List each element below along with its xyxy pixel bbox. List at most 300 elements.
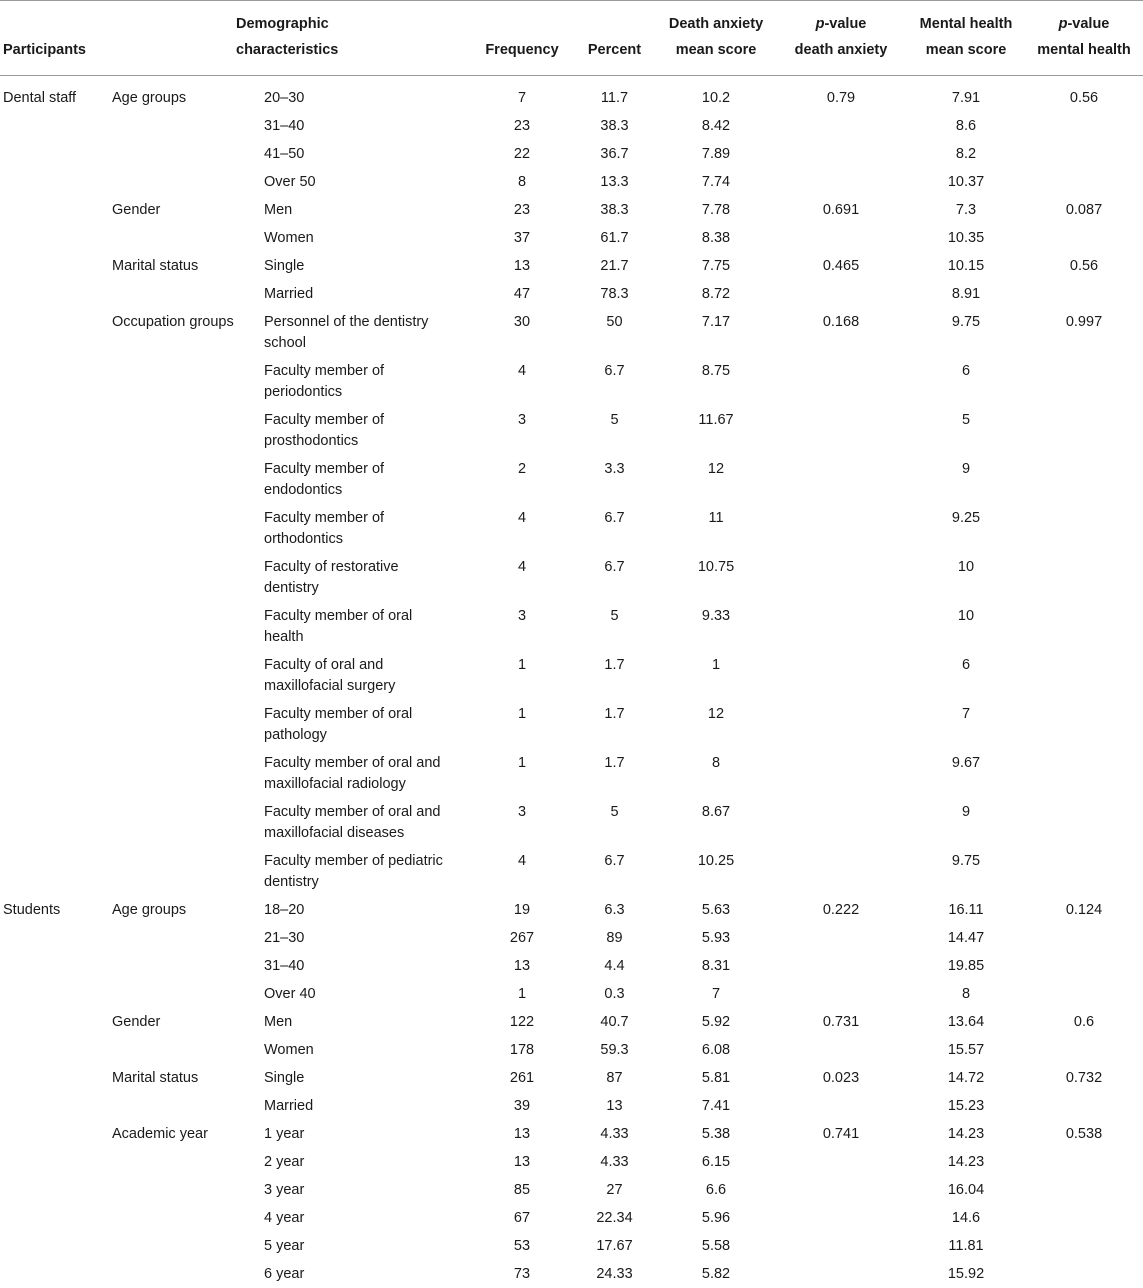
subgroup-cell: 31–40 (264, 112, 472, 140)
p-death-anxiety-cell (775, 1232, 907, 1260)
frequency-cell: 53 (472, 1232, 572, 1260)
p-death-anxiety-cell: 0.79 (775, 76, 907, 113)
p-death-anxiety-cell (775, 112, 907, 140)
percent-cell: 0.3 (572, 980, 657, 1008)
frequency-cell: 2 (472, 455, 572, 504)
frequency-cell: 4 (472, 847, 572, 896)
participants-cell (0, 924, 112, 952)
p-mental-health-cell (1025, 847, 1143, 896)
subgroup-cell: 20–30 (264, 76, 472, 113)
participants-cell (0, 1092, 112, 1120)
frequency-cell: 13 (472, 1148, 572, 1176)
death-anxiety-cell: 7.74 (657, 168, 775, 196)
p-death-anxiety-cell (775, 798, 907, 847)
participants-cell (0, 1120, 112, 1148)
participants-cell (0, 112, 112, 140)
p-mental-health-cell (1025, 504, 1143, 553)
p-death-anxiety-cell (775, 280, 907, 308)
death-anxiety-cell: 12 (657, 700, 775, 749)
mental-health-cell: 10.35 (907, 224, 1025, 252)
p-death-anxiety-cell (775, 224, 907, 252)
p-mental-health-cell (1025, 1232, 1143, 1260)
participants-cell (0, 1232, 112, 1260)
frequency-cell: 267 (472, 924, 572, 952)
p-mental-health-cell: 0.6 (1025, 1008, 1143, 1036)
mental-health-cell: 7.3 (907, 196, 1025, 224)
characteristic-cell: Gender (112, 1008, 264, 1036)
frequency-cell: 7 (472, 76, 572, 113)
participants-cell (0, 406, 112, 455)
characteristic-cell (112, 602, 264, 651)
characteristic-cell (112, 924, 264, 952)
subgroup-cell: 4 year (264, 1204, 472, 1232)
table-row (0, 1008, 1143, 1036)
mental-health-cell: 15.92 (907, 1260, 1025, 1288)
death-anxiety-cell: 8.72 (657, 280, 775, 308)
mental-health-cell: 19.85 (907, 952, 1025, 980)
subgroup-cell: 41–50 (264, 140, 472, 168)
frequency-cell: 178 (472, 1036, 572, 1064)
participants-cell: Students (0, 896, 112, 924)
characteristic-cell (112, 1176, 264, 1204)
characteristic-cell (112, 224, 264, 252)
mental-health-cell: 15.23 (907, 1092, 1025, 1120)
frequency-cell: 37 (472, 224, 572, 252)
subgroup-cell: Faculty member of periodontics (264, 357, 472, 406)
p-death-anxiety-cell: 0.465 (775, 252, 907, 280)
table-row (0, 1036, 1143, 1064)
header-p-mental-health: p-value mental health (1025, 1, 1143, 76)
p-death-anxiety-cell (775, 357, 907, 406)
percent-cell: 40.7 (572, 1008, 657, 1036)
p-death-anxiety-cell (775, 553, 907, 602)
p-mental-health-cell (1025, 168, 1143, 196)
table-row (0, 1120, 1143, 1148)
percent-cell: 17.67 (572, 1232, 657, 1260)
death-anxiety-cell: 5.38 (657, 1120, 775, 1148)
p-death-anxiety-cell (775, 1204, 907, 1232)
mental-health-cell: 8 (907, 980, 1025, 1008)
table-row (0, 602, 1143, 651)
percent-cell: 6.7 (572, 504, 657, 553)
mental-health-cell: 14.72 (907, 1064, 1025, 1092)
mental-health-cell: 16.11 (907, 896, 1025, 924)
table-row (0, 140, 1143, 168)
subgroup-cell: Women (264, 224, 472, 252)
mental-health-cell: 9.75 (907, 308, 1025, 357)
p-mental-health-cell: 0.087 (1025, 196, 1143, 224)
header-mental-health: Mental health mean score (907, 1, 1025, 76)
death-anxiety-cell: 8.75 (657, 357, 775, 406)
frequency-cell: 39 (472, 1092, 572, 1120)
table-row (0, 1204, 1143, 1232)
mental-health-cell: 7.91 (907, 76, 1025, 113)
frequency-cell: 47 (472, 280, 572, 308)
percent-cell: 6.7 (572, 847, 657, 896)
mental-health-cell: 10.15 (907, 252, 1025, 280)
death-anxiety-cell: 11 (657, 504, 775, 553)
death-anxiety-cell: 7.17 (657, 308, 775, 357)
p-mental-health-cell (1025, 749, 1143, 798)
table-row (0, 553, 1143, 602)
characteristic-cell: Marital status (112, 1064, 264, 1092)
table-row (0, 749, 1143, 798)
death-anxiety-cell: 6.6 (657, 1176, 775, 1204)
mental-health-cell: 8.2 (907, 140, 1025, 168)
p-death-anxiety-cell (775, 847, 907, 896)
death-anxiety-cell: 7 (657, 980, 775, 1008)
frequency-cell: 85 (472, 1176, 572, 1204)
mental-health-cell: 6 (907, 651, 1025, 700)
percent-cell: 5 (572, 798, 657, 847)
p-death-anxiety-cell: 0.023 (775, 1064, 907, 1092)
death-anxiety-cell: 6.15 (657, 1148, 775, 1176)
death-anxiety-cell: 5.58 (657, 1232, 775, 1260)
characteristic-cell (112, 140, 264, 168)
p-mental-health-cell: 0.124 (1025, 896, 1143, 924)
header-participants: Participants (0, 1, 112, 76)
percent-cell: 4.33 (572, 1148, 657, 1176)
death-anxiety-cell: 5.92 (657, 1008, 775, 1036)
characteristic-cell (112, 168, 264, 196)
percent-cell: 4.4 (572, 952, 657, 980)
participants-cell (0, 1036, 112, 1064)
death-anxiety-cell: 7.41 (657, 1092, 775, 1120)
subgroup-cell: Faculty member of orthodontics (264, 504, 472, 553)
participants-cell (0, 952, 112, 980)
characteristic-cell (112, 1204, 264, 1232)
death-anxiety-cell: 5.93 (657, 924, 775, 952)
participants-cell (0, 196, 112, 224)
mental-health-cell: 15.57 (907, 1036, 1025, 1064)
subgroup-cell: 31–40 (264, 952, 472, 980)
percent-cell: 36.7 (572, 140, 657, 168)
p-death-anxiety-cell (775, 1260, 907, 1288)
percent-cell: 78.3 (572, 280, 657, 308)
characteristic-cell (112, 651, 264, 700)
table-row (0, 1092, 1143, 1120)
characteristic-cell (112, 980, 264, 1008)
characteristic-cell: Gender (112, 196, 264, 224)
mental-health-cell: 7 (907, 700, 1025, 749)
subgroup-cell: Faculty of oral and maxillofacial surgery (264, 651, 472, 700)
death-anxiety-cell: 8.31 (657, 952, 775, 980)
p-mental-health-cell (1025, 1260, 1143, 1288)
participants-cell (0, 1064, 112, 1092)
percent-cell: 6.3 (572, 896, 657, 924)
p-mental-health-cell: 0.538 (1025, 1120, 1143, 1148)
table-row (0, 112, 1143, 140)
percent-cell: 27 (572, 1176, 657, 1204)
frequency-cell: 13 (472, 252, 572, 280)
mental-health-cell: 9.25 (907, 504, 1025, 553)
mental-health-cell: 11.81 (907, 1232, 1025, 1260)
p-mental-health-cell: 0.997 (1025, 308, 1143, 357)
p-death-anxiety-cell (775, 455, 907, 504)
percent-cell: 1.7 (572, 749, 657, 798)
p-death-anxiety-cell (775, 1036, 907, 1064)
subgroup-cell: 1 year (264, 1120, 472, 1148)
p-death-anxiety-cell (775, 406, 907, 455)
death-anxiety-cell: 10.25 (657, 847, 775, 896)
table-row (0, 76, 1143, 113)
p-mental-health-cell (1025, 980, 1143, 1008)
table-body (0, 76, 1143, 1288)
table-row (0, 308, 1143, 357)
p-mental-health-cell (1025, 1092, 1143, 1120)
header-death-anxiety: Death anxiety mean score (657, 1, 775, 76)
death-anxiety-cell: 7.78 (657, 196, 775, 224)
characteristic-cell (112, 1036, 264, 1064)
subgroup-cell: Women (264, 1036, 472, 1064)
p-mental-health-cell (1025, 455, 1143, 504)
mental-health-cell: 14.6 (907, 1204, 1025, 1232)
subgroup-cell: 2 year (264, 1148, 472, 1176)
header-p-death-anxiety: p-value death anxiety (775, 1, 907, 76)
percent-cell: 1.7 (572, 700, 657, 749)
frequency-cell: 4 (472, 357, 572, 406)
subgroup-cell: Personnel of the dentistry school (264, 308, 472, 357)
participants-cell (0, 1148, 112, 1176)
participants-cell (0, 847, 112, 896)
death-anxiety-cell: 7.75 (657, 252, 775, 280)
mental-health-cell: 6 (907, 357, 1025, 406)
mental-health-cell: 14.23 (907, 1120, 1025, 1148)
participants-cell (0, 308, 112, 357)
death-anxiety-cell: 5.96 (657, 1204, 775, 1232)
p-death-anxiety-cell (775, 504, 907, 553)
frequency-cell: 3 (472, 798, 572, 847)
p-mental-health-cell (1025, 651, 1143, 700)
percent-cell: 4.33 (572, 1120, 657, 1148)
characteristic-cell (112, 700, 264, 749)
percent-cell: 6.7 (572, 553, 657, 602)
participants-cell (0, 357, 112, 406)
characteristic-cell: Occupation groups (112, 308, 264, 357)
participants-cell (0, 553, 112, 602)
characteristic-cell (112, 798, 264, 847)
mental-health-cell: 9.67 (907, 749, 1025, 798)
table-row (0, 406, 1143, 455)
participants-cell (0, 602, 112, 651)
characteristic-cell (112, 280, 264, 308)
mental-health-cell: 9 (907, 455, 1025, 504)
header-row (0, 1, 1143, 76)
characteristic-cell: Age groups (112, 896, 264, 924)
table-row (0, 980, 1143, 1008)
p-death-anxiety-cell (775, 980, 907, 1008)
p-mental-health-cell: 0.732 (1025, 1064, 1143, 1092)
subgroup-cell: 18–20 (264, 896, 472, 924)
mental-health-cell: 16.04 (907, 1176, 1025, 1204)
mental-health-cell: 10.37 (907, 168, 1025, 196)
subgroup-cell: Married (264, 280, 472, 308)
subgroup-cell: Faculty member of oral pathology (264, 700, 472, 749)
p-death-anxiety-cell: 0.168 (775, 308, 907, 357)
death-anxiety-cell: 6.08 (657, 1036, 775, 1064)
characteristic-cell (112, 455, 264, 504)
characteristic-cell (112, 406, 264, 455)
characteristic-cell (112, 553, 264, 602)
frequency-cell: 73 (472, 1260, 572, 1288)
frequency-cell: 30 (472, 308, 572, 357)
p-death-anxiety-cell (775, 749, 907, 798)
table-row (0, 952, 1143, 980)
mental-health-cell: 8.91 (907, 280, 1025, 308)
death-anxiety-cell: 10.75 (657, 553, 775, 602)
frequency-cell: 1 (472, 700, 572, 749)
death-anxiety-cell: 8 (657, 749, 775, 798)
frequency-cell: 22 (472, 140, 572, 168)
frequency-cell: 23 (472, 196, 572, 224)
participants-cell (0, 280, 112, 308)
p-mental-health-cell (1025, 798, 1143, 847)
characteristic-cell (112, 1092, 264, 1120)
table-row (0, 798, 1143, 847)
subgroup-cell: Faculty member of pediatric dentistry (264, 847, 472, 896)
header-demographic: Demographic characteristics (112, 1, 472, 76)
frequency-cell: 23 (472, 112, 572, 140)
p-mental-health-cell (1025, 280, 1143, 308)
frequency-cell: 19 (472, 896, 572, 924)
table-row (0, 280, 1143, 308)
mental-health-cell: 8.6 (907, 112, 1025, 140)
percent-cell: 13 (572, 1092, 657, 1120)
p-death-anxiety-cell (775, 1148, 907, 1176)
death-anxiety-cell: 12 (657, 455, 775, 504)
frequency-cell: 1 (472, 749, 572, 798)
subgroup-cell: Faculty member of oral and maxillofacial diseases (264, 798, 472, 847)
participants-cell (0, 1008, 112, 1036)
p-mental-health-cell (1025, 1204, 1143, 1232)
table-row (0, 924, 1143, 952)
characteristic-cell (112, 1260, 264, 1288)
death-anxiety-cell: 1 (657, 651, 775, 700)
table-row (0, 455, 1143, 504)
percent-cell: 24.33 (572, 1260, 657, 1288)
percent-cell: 87 (572, 1064, 657, 1092)
frequency-cell: 8 (472, 168, 572, 196)
p-mental-health-cell (1025, 1176, 1143, 1204)
frequency-cell: 1 (472, 980, 572, 1008)
p-death-anxiety-cell (775, 1092, 907, 1120)
p-death-anxiety-cell (775, 602, 907, 651)
p-mental-health-cell (1025, 1036, 1143, 1064)
subgroup-cell: 5 year (264, 1232, 472, 1260)
table-row (0, 1176, 1143, 1204)
p-death-anxiety-cell: 0.731 (775, 1008, 907, 1036)
subgroup-cell: Faculty member of endodontics (264, 455, 472, 504)
characteristic-cell: Marital status (112, 252, 264, 280)
percent-cell: 38.3 (572, 112, 657, 140)
characteristic-cell (112, 504, 264, 553)
table-row (0, 896, 1143, 924)
participants-cell (0, 798, 112, 847)
characteristic-cell (112, 357, 264, 406)
characteristic-cell (112, 952, 264, 980)
mental-health-cell: 9.75 (907, 847, 1025, 896)
death-anxiety-cell: 5.81 (657, 1064, 775, 1092)
death-anxiety-cell: 5.82 (657, 1260, 775, 1288)
table-row (0, 252, 1143, 280)
frequency-cell: 13 (472, 952, 572, 980)
p-mental-health-cell (1025, 602, 1143, 651)
frequency-cell: 261 (472, 1064, 572, 1092)
percent-cell: 11.7 (572, 76, 657, 113)
subgroup-cell: Faculty member of oral and maxillofacial radiology (264, 749, 472, 798)
p-death-anxiety-cell: 0.691 (775, 196, 907, 224)
death-anxiety-cell: 8.38 (657, 224, 775, 252)
percent-cell: 3.3 (572, 455, 657, 504)
frequency-cell: 4 (472, 553, 572, 602)
characteristic-cell (112, 749, 264, 798)
participants-cell (0, 140, 112, 168)
percent-cell: 1.7 (572, 651, 657, 700)
percent-cell: 21.7 (572, 252, 657, 280)
p-death-anxiety-cell: 0.222 (775, 896, 907, 924)
table-row (0, 1148, 1143, 1176)
death-anxiety-cell: 9.33 (657, 602, 775, 651)
mental-health-cell: 10 (907, 602, 1025, 651)
percent-cell: 22.34 (572, 1204, 657, 1232)
subgroup-cell: Over 50 (264, 168, 472, 196)
table-row (0, 1232, 1143, 1260)
frequency-cell: 3 (472, 406, 572, 455)
p-mental-health-cell (1025, 112, 1143, 140)
subgroup-cell: Men (264, 196, 472, 224)
mental-health-cell: 9 (907, 798, 1025, 847)
p-death-anxiety-cell (775, 651, 907, 700)
p-mental-health-cell (1025, 1148, 1143, 1176)
p-mental-health-cell (1025, 924, 1143, 952)
p-mental-health-cell (1025, 224, 1143, 252)
participants-cell (0, 1260, 112, 1288)
death-anxiety-cell: 10.2 (657, 76, 775, 113)
death-anxiety-cell: 11.67 (657, 406, 775, 455)
table-row (0, 847, 1143, 896)
p-death-anxiety-cell: 0.741 (775, 1120, 907, 1148)
subgroup-cell: Single (264, 252, 472, 280)
death-anxiety-cell: 8.42 (657, 112, 775, 140)
death-anxiety-cell: 8.67 (657, 798, 775, 847)
table-row (0, 1064, 1143, 1092)
death-anxiety-cell: 5.63 (657, 896, 775, 924)
subgroup-cell: Faculty member of prosthodontics (264, 406, 472, 455)
subgroup-cell: 21–30 (264, 924, 472, 952)
characteristic-cell (112, 112, 264, 140)
participants-cell (0, 700, 112, 749)
header-frequency: Frequency (472, 1, 572, 76)
participants-cell (0, 455, 112, 504)
participants-cell (0, 504, 112, 553)
subgroup-cell: Faculty member of oral health (264, 602, 472, 651)
mental-health-cell: 14.47 (907, 924, 1025, 952)
participants-cell (0, 651, 112, 700)
participants-cell (0, 980, 112, 1008)
subgroup-cell: 6 year (264, 1260, 472, 1288)
p-mental-health-cell (1025, 700, 1143, 749)
percent-cell: 13.3 (572, 168, 657, 196)
p-death-anxiety-cell (775, 952, 907, 980)
subgroup-cell: Over 40 (264, 980, 472, 1008)
p-death-anxiety-cell (775, 700, 907, 749)
p-mental-health-cell (1025, 553, 1143, 602)
characteristic-cell: Academic year (112, 1120, 264, 1148)
frequency-cell: 13 (472, 1120, 572, 1148)
percent-cell: 5 (572, 406, 657, 455)
table-row (0, 504, 1143, 553)
frequency-cell: 3 (472, 602, 572, 651)
